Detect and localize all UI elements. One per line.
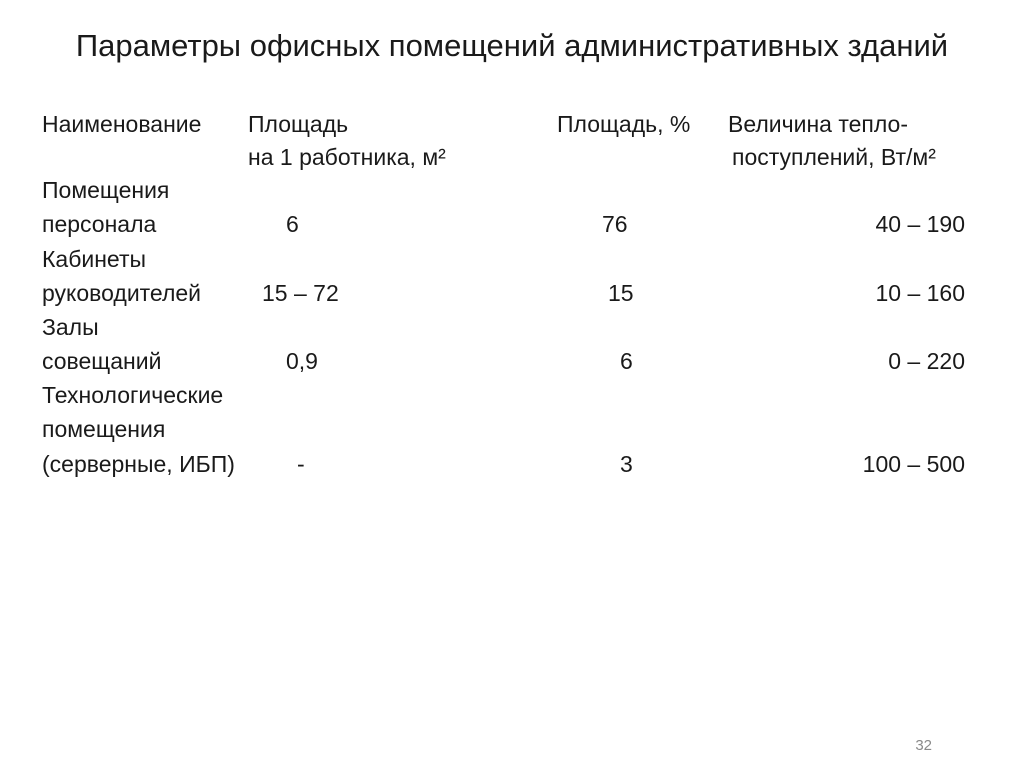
- header-heat-line1: Величина тепло-: [728, 111, 909, 137]
- row-heat: 100 – 500: [862, 451, 965, 477]
- row-name-line: помещения: [42, 416, 166, 442]
- page-number: 32: [915, 737, 932, 754]
- row-percent: 3: [620, 451, 633, 477]
- row-name-line: персонала: [42, 211, 157, 237]
- header-area-line2: на 1 работника, м²: [248, 144, 446, 170]
- header-area-line1: Площадь: [248, 111, 349, 137]
- row-name-line: совещаний: [42, 348, 162, 374]
- row-percent: 15: [608, 280, 634, 306]
- header-name: Наименование: [42, 111, 202, 137]
- row-area: 6: [286, 211, 299, 237]
- row-area: 0,9: [286, 348, 318, 374]
- row-name-line: Технологические: [42, 382, 224, 408]
- row-name-line: (серверные, ИБП): [42, 451, 235, 477]
- row-heat: 0 – 220: [888, 348, 965, 374]
- row-name-line: Помещения: [42, 177, 170, 203]
- row-percent: 6: [620, 348, 633, 374]
- row-area: 15 – 72: [262, 280, 339, 306]
- row-area: -: [297, 451, 305, 477]
- header-percent: Площадь, %: [557, 111, 691, 137]
- row-heat: 10 – 160: [875, 280, 965, 306]
- row-name-line: Кабинеты: [42, 246, 147, 272]
- header-heat-line2: поступлений, Вт/м²: [732, 144, 936, 170]
- row-name-line: руководителей: [42, 280, 202, 306]
- row-heat: 40 – 190: [875, 211, 965, 237]
- row-percent: 76: [602, 211, 628, 237]
- slide-title: Параметры офисных помещений административных зданий: [75, 28, 949, 63]
- row-name-line: Залы: [42, 314, 99, 340]
